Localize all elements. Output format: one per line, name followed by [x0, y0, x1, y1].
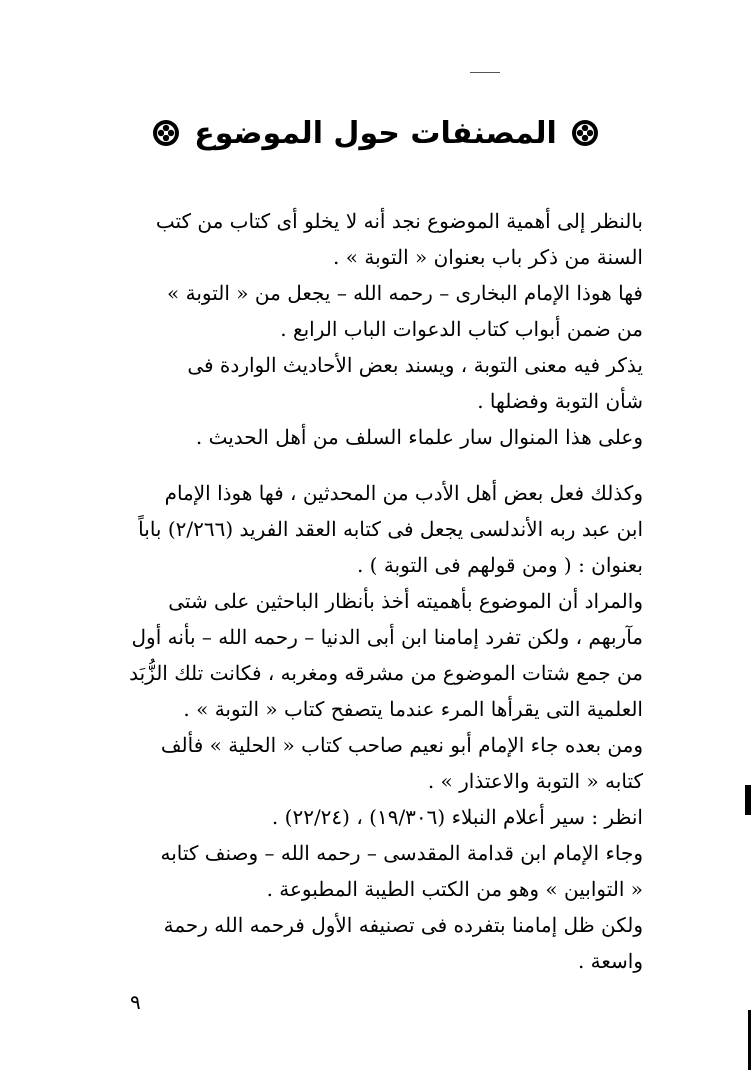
text-line: السنة من ذكر باب بعنوان « التوبة » . [333, 245, 643, 269]
flower-ornament-icon [152, 119, 180, 147]
page-number: ٩ [130, 990, 141, 1014]
text-line: العلمية التى يقرأها المرء عندما يتصفح كتاب « التوبة » . [183, 697, 643, 721]
paragraph-gap [158, 455, 643, 475]
scan-edge-mark [745, 785, 751, 815]
text-line: بعنوان : ( ومن قولهم فى التوبة ) . [356, 553, 643, 577]
text-line: بالنظر إلى أهمية الموضوع نجد أنه لا يخلو أى كتاب من كتب [155, 209, 643, 233]
text-line: شأن التوبة وفضلها . [477, 389, 643, 413]
page-title: المصنفات حول الموضوع [194, 115, 557, 151]
text-line: واسعة . [577, 949, 643, 973]
text-line: يذكر فيه معنى التوبة ، ويسند بعض الأحاديث الواردة فى [187, 353, 643, 377]
text-line: من جمع شتات الموضوع من مشرقه ومغربه ، فكانت تلك الزُّبَد [129, 661, 643, 685]
body-text [129, 203, 643, 979]
text-line: والمراد أن الموضوع بأهميته أخذ بأنظار الباحثين على شتى [168, 589, 643, 613]
text-line: مآربهم ، ولكن تفرد إمامنا ابن أبى الدنيا – رحمه الله – بأنه أول [131, 625, 643, 649]
text-line: وعلى هذا المنوال سار علماء السلف من أهل الحديث . [195, 425, 643, 449]
text-line: كتابه « التوبة والاعتذار » . [427, 769, 643, 793]
page-heading [0, 108, 751, 158]
text-line: وجاء الإمام ابن قدامة المقدسى – رحمه الله – وصنف كتابه [160, 841, 643, 865]
text-line: وكذلك فعل بعض أهل الأدب من المحدثين ، فها هوذا الإمام [164, 481, 643, 505]
top-dash-mark [470, 72, 500, 73]
text-line: ابن عبد ربه الأندلسى يجعل فى كتابه العقد الفريد (٢/٢٦٦) باباً [138, 517, 643, 541]
flower-ornament-icon [571, 119, 599, 147]
text-line: ومن بعده جاء الإمام أبو نعيم صاحب كتاب « الحلية » فألف [160, 733, 643, 757]
text-line: ولكن ظل إمامنا بتفرده فى تصنيفه الأول فرحمه الله رحمة [163, 913, 643, 937]
text-line: « التوابين » وهو من الكتب الطيبة المطبوعة . [266, 877, 643, 901]
text-line: انظر : سير أعلام النبلاء (١٩/٣٠٦) ، (٢٢/٢٤) . [271, 805, 643, 829]
text-line: من ضمن أبواب كتاب الدعوات الباب الرابع . [280, 317, 643, 341]
text-line: فها هوذا الإمام البخارى – رحمه الله – يجعل من « التوبة » [167, 281, 643, 305]
